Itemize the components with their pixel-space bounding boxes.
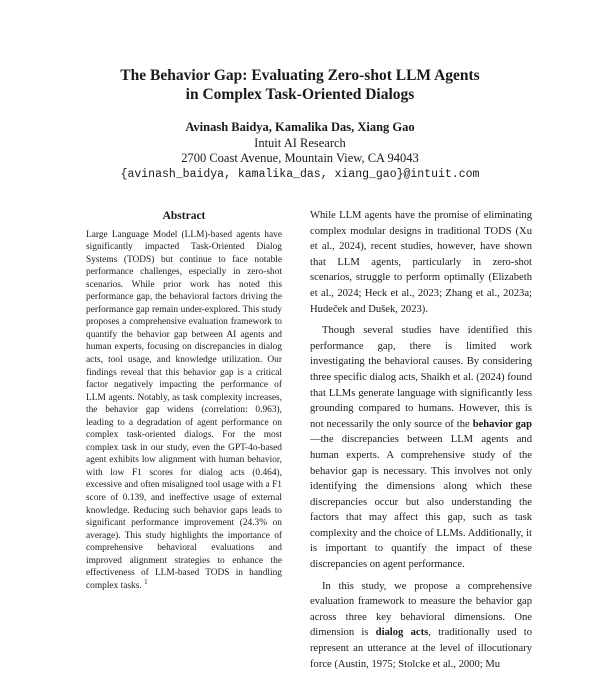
author-names: Avinash Baidya, Kamalika Das, Xiang Gao <box>185 120 415 134</box>
abstract-body <box>86 229 282 593</box>
title-line-1: The Behavior Gap: Evaluating Zero-shot LLM Agents <box>120 67 480 84</box>
body-column <box>310 208 532 678</box>
p2-text-a: Though several studies have identified this performance gap, there is limited work investigating the behavioral causes. By considering three specific dialog acts, Shaikh et al. (2024) found that LLMs generate language with significantly less grounding compared to humans. However, this is not necessarily the only source of the <box>310 325 532 430</box>
abstract-text: Large Language Model (LLM)-based agents have significantly impacted Task-Oriented Dialog Systems (TODS) but continue to face notable performance challenges, especially in zero-shot scenarios. While prior work has noted this performance gap, the behavioral factors driving the performance gap remain under-explored. This study proposes a comprehensive evaluation framework to quantify the behavior gap between AI agents and human experts, focusing on discrepancies in dialog acts, tool usage, and knowledge utilization. Our findings reveal that this behavior gap is a critical factor negatively impacting the performance of LLM agents. Notably, as task complexity increases, the behavior gap widens (correlation: 0.963), leading to a degradation of agent performance on complex task-oriented dialogs. For the most complex task in our study, even the GPT-4o-based agent exhibits low alignment with human behavior, with low F1 scores for dialog acts (0.464), excessive and often misaligned tool usage with a F1 score of 0.139, and ineffective usage of external knowledge. Reducing such behavior gaps leads to significant performance improvement (24.3% on average). This study highlights the importance of comprehensive behavioral evaluations and improved alignment strategies to enhance the effectiveness of LLM-based TODS in handling complex tasks. <box>86 229 282 591</box>
abstract-heading: Abstract <box>162 210 206 222</box>
address: 2700 Coast Avenue, Mountain View, CA 94043 <box>181 151 419 165</box>
dialog-acts-term: dialog acts <box>375 627 429 639</box>
intro-paragraph-2 <box>310 323 532 573</box>
p3-text-a: In this study, we propose a comprehensive evaluation framework to measure the behavior gap across three key behavioral dimensions. One dimension is <box>310 580 532 639</box>
affiliation: Intuit AI Research <box>254 135 346 150</box>
p2-text-b: —the discrepancies between LLM agents and human experts. A comprehensive study of the behavior gap is necessary. This involves not only identifying the dimensions along which these discrepancies occur but also understanding the factors that may affect this gap, such as task complexity and the choice of LLMs. Additionally, it is important to quantify the impact of these discrepancies on agent performance. <box>310 434 532 571</box>
title-line-2: in Complex Task-Oriented Dialogs <box>185 86 415 103</box>
behavior-gap-term: behavior gap <box>472 418 532 430</box>
intro-paragraph-1: While LLM agents have the promise of eliminating complex modular designs in traditional TODS (Xu et al., 2024), recent studies, however, have shown that LLM agents, particularly in zero-shot scenarios, struggle to perform optimally (Elizabeth et al., 2024; Heck et al., 2023; Zhang et al., 2023a; Hudeček and Dušek, 2023). <box>310 210 532 315</box>
footnote-mark: 1 <box>144 577 148 586</box>
intro-paragraph-3 <box>310 579 532 673</box>
paper-title <box>0 66 600 104</box>
p3-text-b: , traditionally used to represent an utterance at the level of illocutionary force (Austin, 1975; Stolcke et al., 2000; Mu <box>310 627 532 670</box>
abstract-column <box>86 210 282 592</box>
author-block <box>0 120 600 182</box>
author-emails: {avinash_baidya, kamalika_das, xiang_gao}@intuit.com <box>120 167 480 181</box>
